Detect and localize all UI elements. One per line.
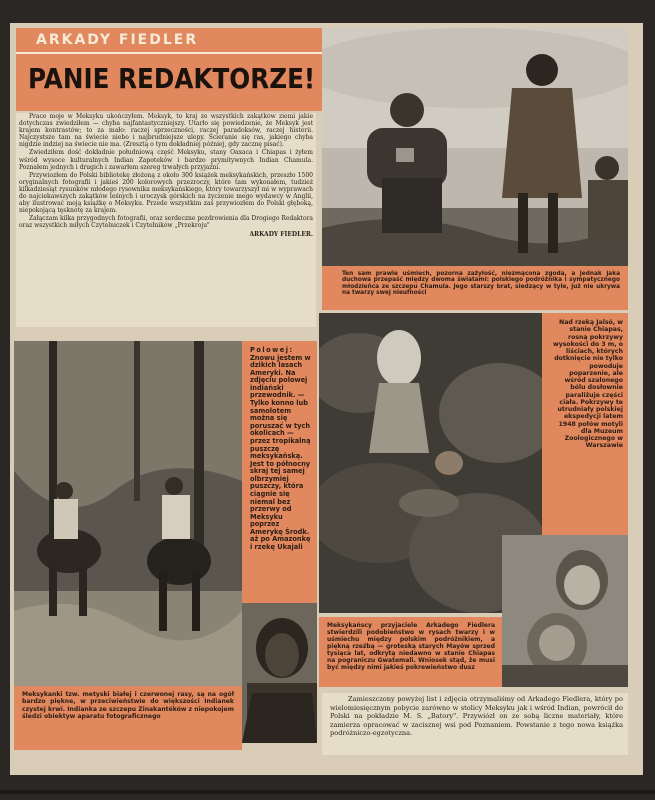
letter-paragraph: Przywiozłem do Polski bibliotekę złożoną z około 300 książek meksykańskich, przeszło 1500 oryginalnych fotografii i jakieś 200 kolorowych przezroczy, które tam wykonałem, tudzież kilkadziesiąt rysunków młodego rysownika meksykańskiego, który towarzyszył mi w wyprawach do najciekawszych zakątków leśnych i uroczysk górskich na życzenie mego wydawcy w Anglii, aby ilustrować moją książkę o Meksyku. Przede wszystkim zaś przywiozłem do Polski głęboką, niepokojącą tęsknotę za krajem. xyxy=(19,171,313,215)
photo-fiedler-and-maya-sculpture xyxy=(502,535,628,687)
author-banner: ARKADY FIEDLER xyxy=(36,32,199,48)
photo-image xyxy=(14,341,242,686)
photo-image xyxy=(322,28,628,266)
caption-mestizo-women: Meksykanki tzw. metyski białej i czerwonej rasy, są na ogół bardzo piękne, w przeciwieństwie do większości Indianek czystej krwi. Indianka ze szczepu Zinakantéków z niepokojem śledzi obiektyw aparatu fotograficznego xyxy=(14,686,242,750)
caption-maya-resemblance: Meksykańscy przyjaciele Arkadego Fiedlera stwierdzili podobieństwo w rysach twarzy i w uśmiechu między polskim podróżnikiem, a piękną rzeźbą — groteską starych Mayów sprzed tysiąca lat, odkrytą niedawno w stanie Chiapas na pograniczu Gwatemali. Wniosek stąd, że musi być między nimi jakieś pokrewieństwo dusz xyxy=(319,617,502,687)
photo-riders-in-forest xyxy=(14,341,242,686)
page-title: PANIE REDAKTORZE! xyxy=(28,62,316,95)
signature: ARKADY FIEDLER. xyxy=(249,230,313,238)
magazine-page xyxy=(10,23,643,775)
editorial-note: Zamieszczony powyżej list i zdjęcia otrzymaliśmy od Arkadego Fiedlera, który po wielomiesięcznym pobycie zarówno w stolicy Meksyku jak i wśród Indian, powrócił do Polski na pokładzie M. S. „Batory". Przywiózł on ze sobą liczne materiały, które zamierza opracować w zacisznej wsi pod Poznaniem. Powstanie z tego nowa książka podróżniczo-egzotyczna. xyxy=(322,693,628,755)
photo-image xyxy=(242,603,317,743)
bottom-frame-rule xyxy=(0,790,655,794)
header-block xyxy=(16,28,322,111)
caption-polowej-body: Znowu jestem w dzikich lasach Ameryki. Na zdjęciu polowej indiański przewodnik. — Tylko konno lub samolotem można się poruszać w tych okolicach — przez tropikalną puszczę meksykańską. Jest to północny skraj tej samej olbrzymiej puszczy, która ciągnie się niemal bez przerwy od Meksyku poprzez Amerykę Środk. aż po Amazonkę i rzekę Ukajali xyxy=(250,353,311,552)
caption-polowej-lead: Polowej: xyxy=(250,346,294,354)
letter-paragraph: Prace moje w Meksyku ukończyłem. Meksyk, to kraj ze wszystkich zakątków ziemi jakie dotychczas zwiedziłem — chyba najfantastyczniejszy. Utarło się powiedzenie, że Meksyk jest krajem kontrastów; to za mało: raczej sprzeczności, raczej paradoksów, raczej histerii. Najczystsze tam na świecie niebo i najbrudniejsze ulepy. Ścieranie się ras, jakiego chyba nigdzie indziej na świecie nie ma. (Zresztą o tym dokładniej później, gdy zacznę pisać). xyxy=(19,113,313,149)
caption-polowej xyxy=(242,341,317,603)
photo-fiedler-with-chamula xyxy=(322,28,628,266)
letter-body xyxy=(16,113,316,327)
letter-paragraph: Załączam kilka przygodnych fotografii, oraz serdeczne pozdrowienia dla Drogiego Redaktora oraz wszystkich miłych Czytelniczek i Czytelników „Przekroju" xyxy=(19,215,313,230)
caption-top-right: Ten sam prawie uśmiech, pozorna zażyłość, niezmącona zgoda, a jednak jaka duchowa przepaść między dwoma światami: polskiego podróżnika i sympatycznego młodzieńca ze szczepu Chamula. Jego starszy brat, siedzący w tyle, już nie ukrywa na twarzy swej nieufności xyxy=(322,266,628,310)
photo-indian-woman xyxy=(242,603,317,743)
header-rule xyxy=(16,52,322,54)
photo-image xyxy=(502,535,628,687)
caption-nettles: Nad rzeką Jalsó, w stanie Chiapas, rosną pokrzywy wysokości do 3 m, o liściach, których dotknięcie nie tylko powoduje poparzenie, ale wśród szalonego bólu dosłownie paraliżuje części ciała. Pokrzywy te utrudniały polskiej ekspedycji latem 1948 połów motyli dla Muzeum Zoologicznego w Warszawie xyxy=(542,313,628,535)
letter-paragraph: Zwiedziłem dość dokładnie południową część Meksyku, stany Oaxaca i Chiapas i żyłem wśród wysoce kulturalnych Indian Zapoteków i bardzo prymitywnych Indian Chamula. Poznałem jednych i drugich i zawarłem szereg trwałych przyjaźni. xyxy=(19,149,313,171)
